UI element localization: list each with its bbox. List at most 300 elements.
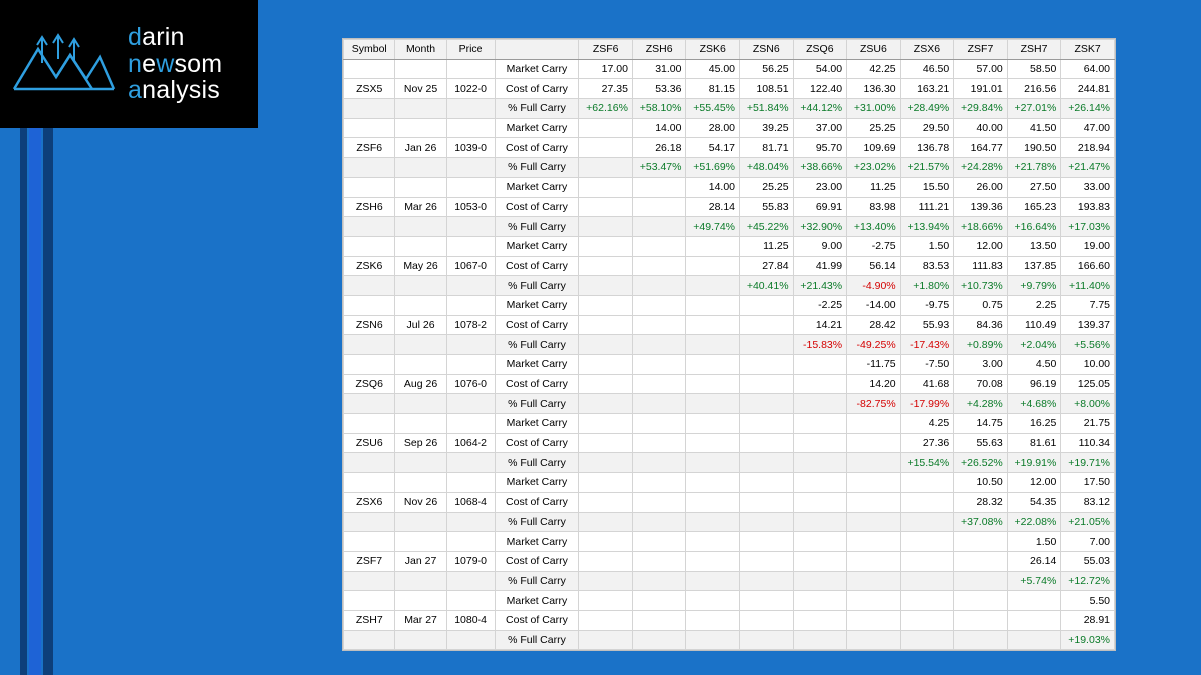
cell-price bbox=[446, 532, 495, 552]
cell-row-label: Market Carry bbox=[495, 473, 579, 493]
cell-value: 244.81 bbox=[1061, 79, 1115, 99]
cell-month bbox=[395, 473, 446, 493]
table-row bbox=[344, 256, 1115, 276]
cell-value: 111.83 bbox=[954, 256, 1008, 276]
cell-value bbox=[686, 492, 740, 512]
column-header: Month bbox=[395, 40, 446, 60]
cell-value: 45.00 bbox=[686, 59, 740, 79]
cell-value bbox=[954, 551, 1008, 571]
cell-month bbox=[395, 276, 446, 296]
cell-value: +22.08% bbox=[1007, 512, 1061, 532]
cell-value: 83.98 bbox=[847, 197, 901, 217]
cell-value bbox=[686, 610, 740, 630]
cell-value: 53.36 bbox=[632, 79, 686, 99]
cell-value bbox=[740, 374, 794, 394]
cell-value bbox=[686, 335, 740, 355]
cell-value: 56.25 bbox=[740, 59, 794, 79]
cell-value bbox=[632, 256, 686, 276]
cell-month: Nov 25 bbox=[395, 79, 446, 99]
mountain-logo-icon bbox=[12, 29, 116, 99]
cell-value: 28.32 bbox=[954, 492, 1008, 512]
cell-value: 14.20 bbox=[847, 374, 901, 394]
cell-value: 190.50 bbox=[1007, 138, 1061, 158]
cell-value: +26.52% bbox=[954, 453, 1008, 473]
cell-value bbox=[579, 315, 633, 335]
cell-row-label: % Full Carry bbox=[495, 99, 579, 119]
cell-value: +44.12% bbox=[793, 99, 847, 119]
cell-value bbox=[740, 414, 794, 434]
cell-price: 1039-0 bbox=[446, 138, 495, 158]
cell-value: +5.56% bbox=[1061, 335, 1115, 355]
cell-value bbox=[900, 532, 954, 552]
cell-value: 1.50 bbox=[900, 236, 954, 256]
cell-value: +21.47% bbox=[1061, 158, 1115, 178]
cell-value: 12.00 bbox=[954, 236, 1008, 256]
cell-value bbox=[579, 610, 633, 630]
cell-value: 3.00 bbox=[954, 355, 1008, 375]
cell-value: +21.78% bbox=[1007, 158, 1061, 178]
cell-price bbox=[446, 118, 495, 138]
cell-symbol bbox=[344, 355, 395, 375]
cell-value bbox=[632, 630, 686, 650]
cell-value: 27.36 bbox=[900, 433, 954, 453]
cell-month bbox=[395, 453, 446, 473]
cell-value: 4.25 bbox=[900, 414, 954, 434]
cell-value bbox=[954, 591, 1008, 611]
cell-price bbox=[446, 99, 495, 119]
cell-value: 31.00 bbox=[632, 59, 686, 79]
cell-value: -17.99% bbox=[900, 394, 954, 414]
cell-value: +49.74% bbox=[686, 217, 740, 237]
cell-price bbox=[446, 295, 495, 315]
cell-symbol bbox=[344, 630, 395, 650]
table-row bbox=[344, 414, 1115, 434]
brand-line-1 bbox=[128, 24, 222, 51]
cell-value bbox=[686, 295, 740, 315]
column-header: ZSK6 bbox=[686, 40, 740, 60]
cell-value bbox=[579, 630, 633, 650]
cell-price bbox=[446, 453, 495, 473]
cell-row-label: % Full Carry bbox=[495, 158, 579, 178]
table-row bbox=[344, 394, 1115, 414]
cell-value: -9.75 bbox=[900, 295, 954, 315]
cell-row-label: Market Carry bbox=[495, 236, 579, 256]
cell-price: 1080-4 bbox=[446, 610, 495, 630]
cell-row-label: Cost of Carry bbox=[495, 256, 579, 276]
cell-value: +24.28% bbox=[954, 158, 1008, 178]
brand-line-2-accent2: w bbox=[156, 49, 175, 78]
carry-table-body bbox=[344, 59, 1115, 650]
brand-line-2 bbox=[128, 51, 222, 78]
cell-value: 110.49 bbox=[1007, 315, 1061, 335]
cell-value: 14.75 bbox=[954, 414, 1008, 434]
cell-value bbox=[686, 374, 740, 394]
cell-value: 27.50 bbox=[1007, 177, 1061, 197]
cell-value bbox=[740, 335, 794, 355]
cell-value: +4.28% bbox=[954, 394, 1008, 414]
cell-value bbox=[954, 630, 1008, 650]
cell-value: 191.01 bbox=[954, 79, 1008, 99]
cell-month bbox=[395, 177, 446, 197]
cell-month bbox=[395, 591, 446, 611]
brand-line-2-accent: n bbox=[128, 49, 143, 78]
cell-month: Jan 27 bbox=[395, 551, 446, 571]
cell-price bbox=[446, 591, 495, 611]
cell-value: +21.05% bbox=[1061, 512, 1115, 532]
cell-value bbox=[579, 473, 633, 493]
cell-value: +2.04% bbox=[1007, 335, 1061, 355]
cell-value bbox=[579, 256, 633, 276]
cell-value bbox=[847, 610, 901, 630]
cell-value: +10.73% bbox=[954, 276, 1008, 296]
cell-row-label: Market Carry bbox=[495, 532, 579, 552]
brand-line-3 bbox=[128, 77, 222, 104]
cell-value bbox=[579, 532, 633, 552]
cell-value bbox=[793, 453, 847, 473]
cell-value: 19.00 bbox=[1061, 236, 1115, 256]
cell-symbol bbox=[344, 394, 395, 414]
cell-value: 40.00 bbox=[954, 118, 1008, 138]
cell-value bbox=[686, 532, 740, 552]
cell-value bbox=[686, 394, 740, 414]
cell-value: -2.25 bbox=[793, 295, 847, 315]
column-header: ZSQ6 bbox=[793, 40, 847, 60]
cell-value bbox=[793, 512, 847, 532]
cell-value: +40.41% bbox=[740, 276, 794, 296]
cell-value: 41.50 bbox=[1007, 118, 1061, 138]
cell-value bbox=[632, 374, 686, 394]
cell-month: Aug 26 bbox=[395, 374, 446, 394]
cell-value: +31.00% bbox=[847, 99, 901, 119]
cell-value: 14.00 bbox=[632, 118, 686, 138]
cell-value bbox=[900, 492, 954, 512]
cell-value: 39.25 bbox=[740, 118, 794, 138]
cell-symbol bbox=[344, 453, 395, 473]
cell-value bbox=[793, 551, 847, 571]
cell-value: 110.34 bbox=[1061, 433, 1115, 453]
cell-value bbox=[740, 394, 794, 414]
cell-value: 84.36 bbox=[954, 315, 1008, 335]
cell-month bbox=[395, 355, 446, 375]
cell-value bbox=[793, 433, 847, 453]
table-row bbox=[344, 59, 1115, 79]
cell-value: 29.50 bbox=[900, 118, 954, 138]
carry-table-head bbox=[344, 40, 1115, 60]
column-header: ZSK7 bbox=[1061, 40, 1115, 60]
cell-value bbox=[632, 414, 686, 434]
table-row bbox=[344, 355, 1115, 375]
cell-value bbox=[740, 315, 794, 335]
cell-value: 139.36 bbox=[954, 197, 1008, 217]
cell-value: 7.75 bbox=[1061, 295, 1115, 315]
cell-value: +29.84% bbox=[954, 99, 1008, 119]
cell-value bbox=[632, 177, 686, 197]
cell-value: +32.90% bbox=[793, 217, 847, 237]
table-row bbox=[344, 315, 1115, 335]
cell-month: Sep 26 bbox=[395, 433, 446, 453]
cell-value bbox=[900, 512, 954, 532]
cell-value: 21.75 bbox=[1061, 414, 1115, 434]
table-row bbox=[344, 295, 1115, 315]
cell-value: +13.40% bbox=[847, 217, 901, 237]
cell-value: +12.72% bbox=[1061, 571, 1115, 591]
cell-value: 41.68 bbox=[900, 374, 954, 394]
decorative-bar-mid bbox=[29, 128, 41, 675]
table-row bbox=[344, 473, 1115, 493]
cell-value bbox=[579, 217, 633, 237]
table-row bbox=[344, 512, 1115, 532]
cell-symbol bbox=[344, 512, 395, 532]
table-row bbox=[344, 532, 1115, 552]
cell-price bbox=[446, 217, 495, 237]
cell-symbol bbox=[344, 473, 395, 493]
cell-value: 5.50 bbox=[1061, 591, 1115, 611]
cell-value bbox=[793, 532, 847, 552]
cell-value bbox=[632, 394, 686, 414]
cell-symbol: ZSX5 bbox=[344, 79, 395, 99]
cell-price bbox=[446, 59, 495, 79]
cell-value: -2.75 bbox=[847, 236, 901, 256]
cell-value: 96.19 bbox=[1007, 374, 1061, 394]
cell-price bbox=[446, 158, 495, 178]
cell-value bbox=[579, 158, 633, 178]
cell-price bbox=[446, 394, 495, 414]
cell-value bbox=[632, 512, 686, 532]
cell-value bbox=[632, 335, 686, 355]
cell-symbol bbox=[344, 217, 395, 237]
cell-value: 81.71 bbox=[740, 138, 794, 158]
table-row bbox=[344, 276, 1115, 296]
cell-row-label: Cost of Carry bbox=[495, 610, 579, 630]
cell-value bbox=[954, 532, 1008, 552]
cell-value bbox=[793, 591, 847, 611]
cell-value bbox=[847, 512, 901, 532]
cell-row-label: % Full Carry bbox=[495, 512, 579, 532]
cell-value: 12.00 bbox=[1007, 473, 1061, 493]
cell-value: 10.00 bbox=[1061, 355, 1115, 375]
cell-value bbox=[632, 532, 686, 552]
cell-value: 166.60 bbox=[1061, 256, 1115, 276]
cell-value bbox=[579, 433, 633, 453]
cell-value: +26.14% bbox=[1061, 99, 1115, 119]
cell-value: 216.56 bbox=[1007, 79, 1061, 99]
cell-month bbox=[395, 571, 446, 591]
table-row bbox=[344, 591, 1115, 611]
cell-value: 28.00 bbox=[686, 118, 740, 138]
cell-value bbox=[632, 236, 686, 256]
cell-value: +58.10% bbox=[632, 99, 686, 119]
cell-value bbox=[793, 374, 847, 394]
cell-value: +27.01% bbox=[1007, 99, 1061, 119]
cell-value bbox=[900, 610, 954, 630]
cell-value bbox=[632, 551, 686, 571]
cell-symbol bbox=[344, 295, 395, 315]
cell-value bbox=[793, 492, 847, 512]
cell-value: +11.40% bbox=[1061, 276, 1115, 296]
cell-month bbox=[395, 532, 446, 552]
cell-value: 81.61 bbox=[1007, 433, 1061, 453]
cell-value bbox=[686, 355, 740, 375]
cell-value: 17.50 bbox=[1061, 473, 1115, 493]
cell-value bbox=[632, 433, 686, 453]
cell-value: 193.83 bbox=[1061, 197, 1115, 217]
cell-month bbox=[395, 99, 446, 119]
cell-value: 10.50 bbox=[954, 473, 1008, 493]
cell-value bbox=[793, 414, 847, 434]
cell-month: Mar 27 bbox=[395, 610, 446, 630]
decorative-bar-left bbox=[20, 128, 27, 675]
column-header: ZSH6 bbox=[632, 40, 686, 60]
cell-value: +62.16% bbox=[579, 99, 633, 119]
cell-value bbox=[793, 394, 847, 414]
brand-line-1-rest: arin bbox=[142, 23, 185, 52]
cell-month bbox=[395, 335, 446, 355]
cell-month bbox=[395, 295, 446, 315]
cell-value: -11.75 bbox=[847, 355, 901, 375]
table-row bbox=[344, 158, 1115, 178]
brand-line-2-mid: e bbox=[142, 49, 157, 78]
cell-value: 46.50 bbox=[900, 59, 954, 79]
cell-price: 1064-2 bbox=[446, 433, 495, 453]
cell-month bbox=[395, 630, 446, 650]
cell-value bbox=[1007, 610, 1061, 630]
cell-value: 58.50 bbox=[1007, 59, 1061, 79]
cell-value: 13.50 bbox=[1007, 236, 1061, 256]
cell-month: Nov 26 bbox=[395, 492, 446, 512]
cell-symbol bbox=[344, 571, 395, 591]
cell-value bbox=[632, 492, 686, 512]
cell-value bbox=[847, 532, 901, 552]
cell-symbol bbox=[344, 236, 395, 256]
cell-symbol bbox=[344, 335, 395, 355]
cell-value bbox=[579, 374, 633, 394]
table-row bbox=[344, 118, 1115, 138]
cell-value bbox=[954, 610, 1008, 630]
cell-value bbox=[579, 197, 633, 217]
column-header: ZSF6 bbox=[579, 40, 633, 60]
cell-symbol: ZSU6 bbox=[344, 433, 395, 453]
cell-value bbox=[847, 571, 901, 591]
cell-value: -49.25% bbox=[847, 335, 901, 355]
cell-value bbox=[740, 355, 794, 375]
cell-value bbox=[686, 315, 740, 335]
cell-value bbox=[686, 276, 740, 296]
carry-table-panel bbox=[342, 38, 1116, 651]
cell-value: 54.17 bbox=[686, 138, 740, 158]
column-header: ZSH7 bbox=[1007, 40, 1061, 60]
cell-price: 1068-4 bbox=[446, 492, 495, 512]
cell-value: 25.25 bbox=[847, 118, 901, 138]
cell-value: 108.51 bbox=[740, 79, 794, 99]
cell-value bbox=[847, 551, 901, 571]
table-row bbox=[344, 335, 1115, 355]
cell-value bbox=[579, 394, 633, 414]
column-header: Symbol bbox=[344, 40, 395, 60]
column-header: ZSF7 bbox=[954, 40, 1008, 60]
cell-symbol bbox=[344, 276, 395, 296]
cell-value: +38.66% bbox=[793, 158, 847, 178]
column-header: ZSX6 bbox=[900, 40, 954, 60]
cell-value: +21.43% bbox=[793, 276, 847, 296]
cell-price bbox=[446, 414, 495, 434]
cell-value bbox=[579, 512, 633, 532]
cell-value: 2.25 bbox=[1007, 295, 1061, 315]
cell-value: 23.00 bbox=[793, 177, 847, 197]
cell-value: -7.50 bbox=[900, 355, 954, 375]
cell-value bbox=[793, 571, 847, 591]
cell-value bbox=[579, 453, 633, 473]
cell-value: 125.05 bbox=[1061, 374, 1115, 394]
cell-row-label: Cost of Carry bbox=[495, 374, 579, 394]
cell-value: +0.89% bbox=[954, 335, 1008, 355]
cell-symbol bbox=[344, 414, 395, 434]
table-row bbox=[344, 217, 1115, 237]
cell-value bbox=[686, 473, 740, 493]
cell-value bbox=[740, 591, 794, 611]
cell-symbol bbox=[344, 99, 395, 119]
cell-value: 122.40 bbox=[793, 79, 847, 99]
cell-month bbox=[395, 512, 446, 532]
table-row bbox=[344, 197, 1115, 217]
cell-value bbox=[900, 551, 954, 571]
cell-value: 70.08 bbox=[954, 374, 1008, 394]
cell-value bbox=[579, 414, 633, 434]
cell-value: +55.45% bbox=[686, 99, 740, 119]
cell-value: +15.54% bbox=[900, 453, 954, 473]
column-header: ZSU6 bbox=[847, 40, 901, 60]
cell-price: 1022-0 bbox=[446, 79, 495, 99]
cell-symbol: ZSQ6 bbox=[344, 374, 395, 394]
cell-value: 26.00 bbox=[954, 177, 1008, 197]
cell-value: 139.37 bbox=[1061, 315, 1115, 335]
cell-value bbox=[740, 610, 794, 630]
cell-value bbox=[579, 177, 633, 197]
cell-symbol: ZSH6 bbox=[344, 197, 395, 217]
cell-value bbox=[579, 591, 633, 611]
cell-value: 95.70 bbox=[793, 138, 847, 158]
cell-value: 163.21 bbox=[900, 79, 954, 99]
cell-value bbox=[847, 433, 901, 453]
cell-price bbox=[446, 335, 495, 355]
cell-symbol: ZSN6 bbox=[344, 315, 395, 335]
cell-value: 0.75 bbox=[954, 295, 1008, 315]
cell-row-label: % Full Carry bbox=[495, 453, 579, 473]
carry-table bbox=[343, 39, 1115, 650]
table-row bbox=[344, 433, 1115, 453]
cell-value: 136.78 bbox=[900, 138, 954, 158]
cell-value: +23.02% bbox=[847, 158, 901, 178]
cell-row-label: Cost of Carry bbox=[495, 492, 579, 512]
cell-value: 81.15 bbox=[686, 79, 740, 99]
cell-value bbox=[900, 591, 954, 611]
column-header: ZSN6 bbox=[740, 40, 794, 60]
cell-price bbox=[446, 276, 495, 296]
table-row bbox=[344, 630, 1115, 650]
cell-row-label: Market Carry bbox=[495, 177, 579, 197]
cell-symbol bbox=[344, 118, 395, 138]
cell-value bbox=[847, 492, 901, 512]
cell-value bbox=[579, 551, 633, 571]
cell-value: 218.94 bbox=[1061, 138, 1115, 158]
cell-value bbox=[579, 295, 633, 315]
cell-value: 111.21 bbox=[900, 197, 954, 217]
cell-value: 26.18 bbox=[632, 138, 686, 158]
cell-row-label: % Full Carry bbox=[495, 217, 579, 237]
cell-value: 165.23 bbox=[1007, 197, 1061, 217]
cell-value bbox=[740, 453, 794, 473]
cell-row-label: Market Carry bbox=[495, 591, 579, 611]
cell-value: 42.25 bbox=[847, 59, 901, 79]
